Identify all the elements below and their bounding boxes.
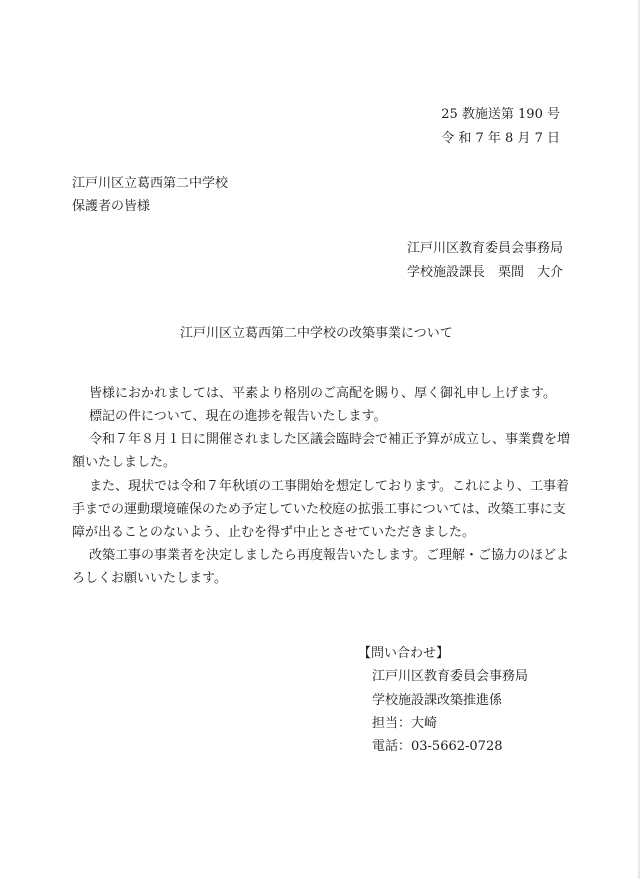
body-line: また、現状では令和７年秋頃の工事開始を想定しております。これにより、工事着 — [89, 479, 569, 494]
contact-person: 担当：大崎 — [372, 716, 438, 731]
body-line: 障が出ることのないよう、止むを得ず中止とさせていただきました。 — [72, 525, 476, 540]
body-line: 皆様におかれましては、平素より格別のご高配を賜り、厚く御礼申し上げます。 — [89, 386, 556, 401]
recipient-addressee: 保護者の皆様 — [72, 199, 151, 214]
body-line: 改築工事の事業者を決定しましたら再度報告いたします。ご理解・ご協力のほどよ — [89, 548, 569, 563]
body-line: 手までの運動環境確保のため予定していた校庭の拡張工事については、改築工事に支 — [72, 502, 566, 517]
body-line: 額いたしました。 — [72, 455, 177, 470]
doc-number: 25 教施送第 190 号 — [441, 107, 560, 122]
contact-office: 江戸川区教育委員会事務局 — [372, 669, 529, 684]
body-line: ろしくお願いいたします。 — [72, 571, 227, 586]
contact-section: 学校施設課改築推進係 — [372, 693, 503, 708]
recipient-school: 江戸川区立葛西第二中学校 — [72, 176, 229, 191]
sender-title-name: 学校施設課長 栗間 大介 — [407, 265, 564, 280]
subject-title: 江戸川区立葛西第二中学校の改築事業について — [180, 326, 453, 341]
body-line: 令和７年８月１日に開催されました区議会臨時会で補正予算が成立し、事業費を増 — [89, 432, 571, 447]
contact-heading: 【問い合わせ】 — [358, 646, 450, 661]
contact-phone: 電話：03-5662-0728 — [372, 739, 503, 754]
issue-date: 令 和 7 年 8 月 7 日 — [441, 131, 560, 146]
sender-office: 江戸川区教育委員会事務局 — [407, 241, 564, 256]
body-line: 標記の件について、現在の進捗を報告いたします。 — [89, 409, 387, 424]
